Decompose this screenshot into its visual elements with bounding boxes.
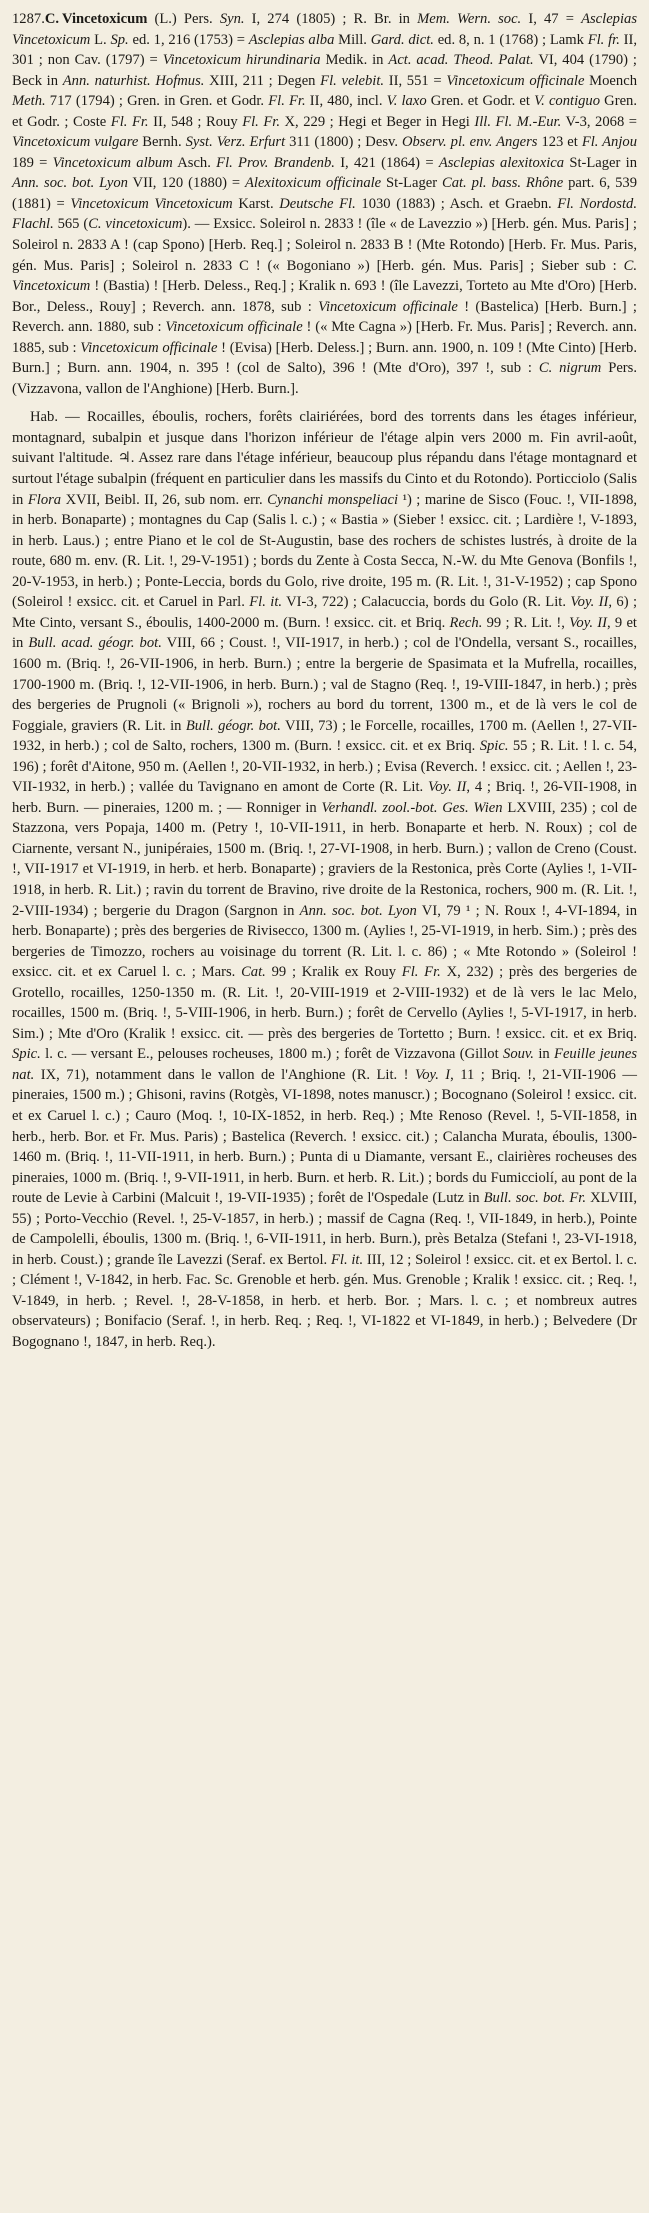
synonymy-run: Fl. Prov. Brandenb. xyxy=(216,154,335,171)
habitat-run: , 11 ; Briq. !, 21-VII-1906 — pineraies, 1500 m.) ; Ghisoni, ravins (Rotgès, VI-1898, notes manuscr.) ; Bocognano (Soleirol ! exsicc. cit. et ex Caruel l. c.) ; Cauro (Moq. !, 10-IX-1852, in herb. Req.) ; Mte Renoso (Revel. !, 5-VII-1858, in herb., herb. Bor. et Fr. Mus. Paris) ; Bastelica (Reverch. ! exsicc. cit.) ; Calancha Murata, éboulis, 1300-1460 m. (Briq. !, 11-VII-1911, in herb. Burn.) ; Punta di u Diamante, versant E., clairières rocheuses des pineraies, 1000 m. (Briq. !, 9-VII-1911, in herb. Burn. et herb. R. Lit.) ; bords du Fumicciolí, au pont de la route de Levie à Carbini (Malcuit !, 19-VII-1935) ; forêt de l'Ospedale (Lutz in xyxy=(12,1066,638,1207)
habitat-run: 99 ; R. Lit. !, xyxy=(482,614,570,631)
synonymy-run: C. vincetoxicum xyxy=(88,216,183,233)
synonymy-run: Asclepias alexitoxica xyxy=(438,154,565,171)
habitat-run: Fl. it. xyxy=(330,1251,364,1268)
habitat-run: 55 ; R. Lit. ! l. c. 54, 196) ; forêt d'Aitone, 950 m. (Aellen !, 20-VII-1932, in herb.) ; Evisa (Reverch. ! exsicc. cit. ; Aellen !, 23-VII-1932, in herb.) ; vallée du Tavignano en amont de Corte (R. Lit. xyxy=(12,738,638,796)
synonymy-run: ! (« Mte Cagna ») [Herb. Fr. Mus. Paris] ; Reverch. ann. 1885, sub : xyxy=(12,319,638,356)
habitat-run: Voy. II xyxy=(569,614,607,631)
synonymy-run: V. laxo xyxy=(386,93,427,110)
synonymy-run: Medik. in xyxy=(320,52,389,69)
synonymy-run: II, 551 = xyxy=(384,72,447,89)
habitat-run: Spic. xyxy=(12,1046,41,1063)
synonymy-run: Vincetoxicum album xyxy=(52,154,173,171)
synonymy-run: Fl. velebit. xyxy=(320,72,385,89)
synonymy-run: Ann. naturhist. Hofmus. xyxy=(62,72,205,89)
habitat-run: in xyxy=(533,1046,555,1063)
habitat-run: Souv. xyxy=(503,1046,534,1063)
synonymy-run: 1030 (1883) ; Asch. et Graebn. xyxy=(355,195,558,212)
synonymy-run: Cat. pl. bass. Rhône xyxy=(441,175,564,192)
genus-name: Vincetoxicum xyxy=(61,11,148,27)
synonymy-run: Ann. soc. bot. Lyon xyxy=(12,175,128,192)
entry-number: 1287. xyxy=(12,11,45,27)
synonymy-run: St-Lager in xyxy=(564,154,638,171)
habitat-run: IX, 71), notamment dans le vallon de l'Anghione (R. Lit. ! xyxy=(34,1066,415,1083)
synonymy-run: ! (Bastelica) [Herb. Burn.] ; Reverch. ann. 1880, sub : xyxy=(12,298,637,336)
synonymy-run: 717 (1794) ; Gren. in Gren. et Godr. xyxy=(45,93,269,110)
synonymy-run: II, 548 ; Rouy xyxy=(148,113,243,130)
synonymy-run: Mill. xyxy=(334,31,371,48)
synonymy-run: Observ. pl. env. Angers xyxy=(401,134,538,151)
synonymy-run: ! (Bastia) ! [Herb. Deless., Req.] ; Kralik n. 693 ! (île Lavezzi, Torteto au Mte d'Oro) [Herb. Bor., Deless., Rouy] ; Reverch. ann. 1878, sub : xyxy=(12,278,637,315)
synonymy-run: I, 421 (1864) = xyxy=(334,154,439,171)
habitat-run: VI-3, 722) ; Calacuccia, bords du Golo (R. Lit. xyxy=(282,594,571,611)
synonymy-run: part. 6, 539 (1881) = xyxy=(12,175,638,212)
synonymy-run: St-Lager xyxy=(381,175,442,192)
habitat-run: Fl. Fr. xyxy=(401,964,441,981)
synonymy-run: Act. acad. Theod. Palat. xyxy=(388,52,534,69)
synonymy-run: ! (Evisa) [Herb. Deless.] ; Burn. ann. 1900, n. 109 ! (Mte Cinto) [Herb. Burn.] ; Burn. ann. 1904, n. 395 ! (col de Salto), 396 ! (Mte d'Oro), 397 !, sub : xyxy=(12,339,637,377)
synonymy-run: Asclepias Vincetoxicum xyxy=(12,11,638,48)
habitat-run: Cynanchi monspeliaci xyxy=(267,491,399,508)
synonymy-run: C. Vincetoxicum xyxy=(12,257,637,295)
synonymy-run: XIII, 211 ; Degen xyxy=(204,72,321,89)
synonymy-run: 123 et xyxy=(537,134,582,151)
synonymy-run: Sp. xyxy=(110,31,129,48)
synonymy-run: Vincetoxicum Vincetoxicum xyxy=(70,195,233,212)
synonymy-run: Fl. Nordostd. Flachl. xyxy=(12,195,637,233)
synonymy-run: Vincetoxicum vulgare xyxy=(12,134,139,151)
synonymy-run: Fl. Fr. xyxy=(242,113,280,130)
synonymy-run: V. contiguo xyxy=(534,93,601,110)
habitat-run: Rech. xyxy=(449,614,483,631)
synonymy-run: VII, 120 (1880) = xyxy=(127,175,245,192)
synonymy-run: Syst. Verz. Erfurt xyxy=(185,134,286,151)
habitat-run: VIII, 66 ; Coust. !, VII-1917, in herb.) ; col de l'Ondella, versant S., rocailles, 1600 m. (Briq. !, 26-VII-1906, in herb. Burn.) ; entre la bergerie de Spasimata et la Mufrella, rocailles, 1700-1900 m. (Briq. !, 12-VII-1906, in herb. Burn.) ; val de Stagno (Req. !, 19-VIII-1847, in herb.) ; près des bergeries de Prugnoli (« Brignoli »), rochers au bord du torrent, 1300 m., et de là vers le col de Foggiale, graviers (R. Lit. in xyxy=(12,635,638,734)
habitat-run: Bull. acad. géogr. bot. xyxy=(28,635,162,652)
synonymy-run: Gren. et Godr. et xyxy=(426,93,535,110)
synonymy-run: Asch. xyxy=(172,154,217,171)
habitat-run: Feuille jeunes nat. xyxy=(12,1046,638,1083)
habitat-run: III, 12 ; Soleirol ! exsicc. cit. et ex Bertol. l. c. ; Clément !, V-1842, in herb. Fac. Sc. Grenoble et herb. gén. Mus. Grenoble ; Kralik ! exsicc. cit. ; Req. !, V-1849, in herb. ; Revel. !, 28-V-1858, in herb. et herb. Bor. ; Mars. l. c. ; et nombreux autres observateurs) ; Bonifacio (Seraf. !, in herb. Req. ; Req. !, VI-1822 et VI-1849, in herb.) ; Belvedere (Dr Bogognano !, 1847, in herb. Req.). xyxy=(12,1251,637,1350)
synonymy-run: Bernh. xyxy=(138,134,186,151)
habitat-body xyxy=(12,409,637,1350)
habitat-run: Voy. II xyxy=(427,779,467,796)
synonymy-run: VI, 404 (1790) ; Beck in xyxy=(12,52,637,89)
synonymy-run: ed. 1, 216 (1753) = xyxy=(128,31,249,48)
synonymy-run: Deutsche Fl. xyxy=(279,195,356,212)
habitat-run: Verhandl. zool.-bot. Ges. Wien xyxy=(321,799,503,816)
synonymy-run: I, 47 = xyxy=(521,11,582,27)
habitat-run: 6) ; Mte Cinto, versant S., éboulis, 1400-2000 m. (Burn. ! exsicc. cit. et Briq. xyxy=(12,594,638,631)
synonymy-paragraph xyxy=(12,9,637,399)
synonymy-run: (L.) Pers. xyxy=(147,11,220,27)
synonymy-body xyxy=(12,11,637,397)
synonymy-run: Alexitoxicum officinale xyxy=(244,175,382,192)
habitat-run: VI, 79 ¹ ; N. Roux !, 4-VI-1894, in herb. Bonaparte) ; près des bergeries de Rivisecco, 1300 m. (Aylies !, 25-VI-1919, in herb. Sim.) ; près des bergeries de Timozzo, rochers au voisinage du torrent (R. Lit. l. c. 86) ; « Mte Rotondo » (Soleirol ! exsicc. cit. et ex Caruel l. c. ; Mars. xyxy=(12,902,637,981)
synonymy-run: Vincetoxicum officinale xyxy=(318,298,458,315)
synonymy-run: 189 = xyxy=(12,154,53,171)
synonymy-run: Ill. Fl. M.-Eur. xyxy=(474,113,562,130)
habitat-run: Cat. xyxy=(241,964,266,981)
habitat-run: Flora xyxy=(27,491,62,508)
synonymy-run: Pers. (Vizzavona, vallon de l'Anghione) [Herb. Burn.]. xyxy=(12,360,637,397)
synonymy-run: Mem. Wern. soc. xyxy=(417,11,522,27)
synonymy-run: Moench xyxy=(584,72,637,89)
habitat-run: Voy. I xyxy=(414,1066,451,1083)
synonymy-run: Gard. dict. xyxy=(370,31,434,48)
synonymy-run: Karst. xyxy=(232,195,280,212)
habitat-run: Spic. xyxy=(479,738,509,755)
habitat-run: , 4 ; Briq. !, 26-VII-1908, in herb. Burn. — pineraies, 1200 m. ; — Ronniger in xyxy=(12,779,637,816)
habitat-run: X, 232) ; près des bergeries de Grotello, rocailles, 1250-1350 m. (R. Lit. !, 20-VIII-1919 et 2-VIII-1932) et de là vers le lac Melo, rocailles, 1500 m. (Briq. !, 5-VIII-1906, in herb. Burn.) ; forêt de Cervello (Aylies !, 5-VI-1917, in herb. Sim.) ; Mte d'Oro (Kralik ! exsicc. cit. — près des bergeries de Tortetto ; Burn. ! exsicc. cit. et ex Briq. xyxy=(12,964,637,1042)
synonymy-run: 565 ( xyxy=(53,216,89,233)
synonymy-run: Meth. xyxy=(12,93,46,110)
habitat-run: , 9 et in xyxy=(12,614,637,652)
genus-abbrev: C. xyxy=(44,11,60,27)
habitat-run: VIII, 73) ; le Forcelle, rocailles, 1700 m. (Aellen !, 27-VII-1932, in herb.) ; col de Salto, rochers, 1300 m. (Burn. ! exsicc. cit. et ex Briq. xyxy=(12,717,638,755)
synonymy-run: Asclepias alba xyxy=(248,31,335,48)
synonymy-run: II, 301 ; non Cav. (1797) = xyxy=(12,31,637,69)
synonymy-run: Syn. xyxy=(219,11,245,27)
habitat-run: Hab. — Rocailles, éboulis, rochers, forêts clairiérées, bord des torrents dans les étages inférieur, montagnard, subalpin et jusque dans l'horizon inférieur de l'étage alpin vers 2000 m. Fin avril-août, suivant l'altitude. ♃. Assez rare dans l'étage inférieur, beaucoup plus répandu dans l'étage montagnard et surtout l'étage subalpin (fréquent en particulier dans les massifs du Cinto et du Rotondo). Porticciolo (Salis in xyxy=(12,409,637,508)
habitat-run: Ann. soc. bot. Lyon xyxy=(299,902,417,919)
synonymy-run: Gren. et Godr. ; Coste xyxy=(12,93,638,130)
synonymy-run: ed. 8, n. 1 (1768) ; Lamk xyxy=(433,31,588,48)
habitat-run: XVII, Beibl. II, 26, sub nom. err. xyxy=(61,491,268,508)
synonymy-run: II, 480, incl. xyxy=(305,93,387,110)
synonymy-run: L. xyxy=(90,31,111,48)
habitat-run: 99 ; Kralik ex Rouy xyxy=(265,964,402,981)
synonymy-run: Fl. fr. xyxy=(587,31,620,48)
synonymy-run: X, 229 ; Hegi et Beger in Hegi xyxy=(279,113,475,130)
synonymy-run: Vincetoxicum officinale xyxy=(446,72,585,89)
synonymy-run: Vincetoxicum hirundinaria xyxy=(162,52,321,69)
habitat-run: XLVIII, 55) ; Porto-Vecchio (Revel. !, 25-V-1857, in herb.) ; massif de Cagna (Req. !, VII-1849, in herb.), Pointe de Campolelli, éboulis, 1300 m. (Briq. !, 6-VII-1911, in herb. Burn.), près Betalza (Stefani !, 23-VI-1918, in herb. Coust.) ; grande île Lavezzi (Seraf. ex Bertol. xyxy=(12,1190,638,1268)
synonymy-run: 311 (1800) ; Desv. xyxy=(285,134,402,151)
habitat-paragraph xyxy=(12,407,637,1352)
synonymy-run: Fl. Anjou xyxy=(581,134,637,151)
synonymy-run: Vincetoxicum officinale xyxy=(80,339,218,356)
habitat-run: Bull. géogr. bot. xyxy=(185,717,281,734)
synonymy-run: Vincetoxicum officinale xyxy=(165,319,303,336)
synonymy-run: Fl. Fr. xyxy=(110,113,149,130)
habitat-run: Voy. II, xyxy=(570,594,613,611)
habitat-run: Bull. soc. bot. Fr. xyxy=(483,1190,586,1207)
synonymy-run: C. nigrum xyxy=(538,360,602,377)
habitat-run: LXVIII, 235) ; col de Stazzona, vers Popaja, 1400 m. (Petry !, 10-VII-1911, in herb. Bonaparte et herb. N. Roux) ; col de Ciarnente, versant N., junipéraies, 1500 m. (Briq. !, 27-VI-1908, in herb. Burn.) ; vallon de Creno (Coust. !, VII-1917 et VI-1919, in herb. et herb. Bonaparte) ; graviers de la Restonica, près Corte (Aylies !, 1-VII-1918, in herb. R. Lit.) ; ravin du torrent de Bravino, rive droite de la Restonica, rochers, 900 m. (R. Lit. !, 2-VIII-1934) ; bergerie du Dragon (Sargnon in xyxy=(12,799,638,919)
synonymy-run: Fl. Fr. xyxy=(268,93,306,110)
synonymy-run: I, 274 (1805) ; R. Br. in xyxy=(244,11,418,27)
synonymy-run: ). — Exsicc. Soleirol n. 2833 ! (île « de Lavezzio ») [Herb. gén. Mus. Paris] ; Soleirol n. 2833 A ! (cap Spono) [Herb. Req.] ; Soleirol n. 2833 B ! (Mte Rotondo) [Herb. Fr. Mus. Paris, gén. Mus. Paris] ; Soleirol n. 2833 C ! (« Bogoniano ») [Herb. gén. Mus. Paris] ; Sieber sub : xyxy=(12,216,637,274)
habitat-run: ¹) ; marine de Sisco (Fouc. !, VII-1898, in herb. Bonaparte) ; montagnes du Cap (Salis l. c.) ; « Bastia » (Sieber ! exsicc. cit. ; Lardière !, V-1893, in herb. Laus.) ; entre Piano et le col de St-Augustin, base des rochers de schistes lustrés, à droite de la route, 680 m. env. (R. Lit. !, 29-V-1951) ; bords du Zente à Costa Secca, N.-W. du Mte Genova (Bonfils !, 20-V-1953, in herb.) ; Ponte-Leccia, bords du Golo, rive droite, 195 m. (R. Lit. !, 31-V-1952) ; cap Spono (Soleirol ! exsicc. cit. et Caruel in Parl. xyxy=(12,491,638,611)
habitat-run: l. c. — versant E., pelouses rocheuses, 1800 m.) ; forêt de Vizzavona (Gillot xyxy=(40,1046,504,1063)
habitat-run: Fl. it. xyxy=(249,594,283,611)
synonymy-run: V-3, 2068 = xyxy=(561,113,638,130)
